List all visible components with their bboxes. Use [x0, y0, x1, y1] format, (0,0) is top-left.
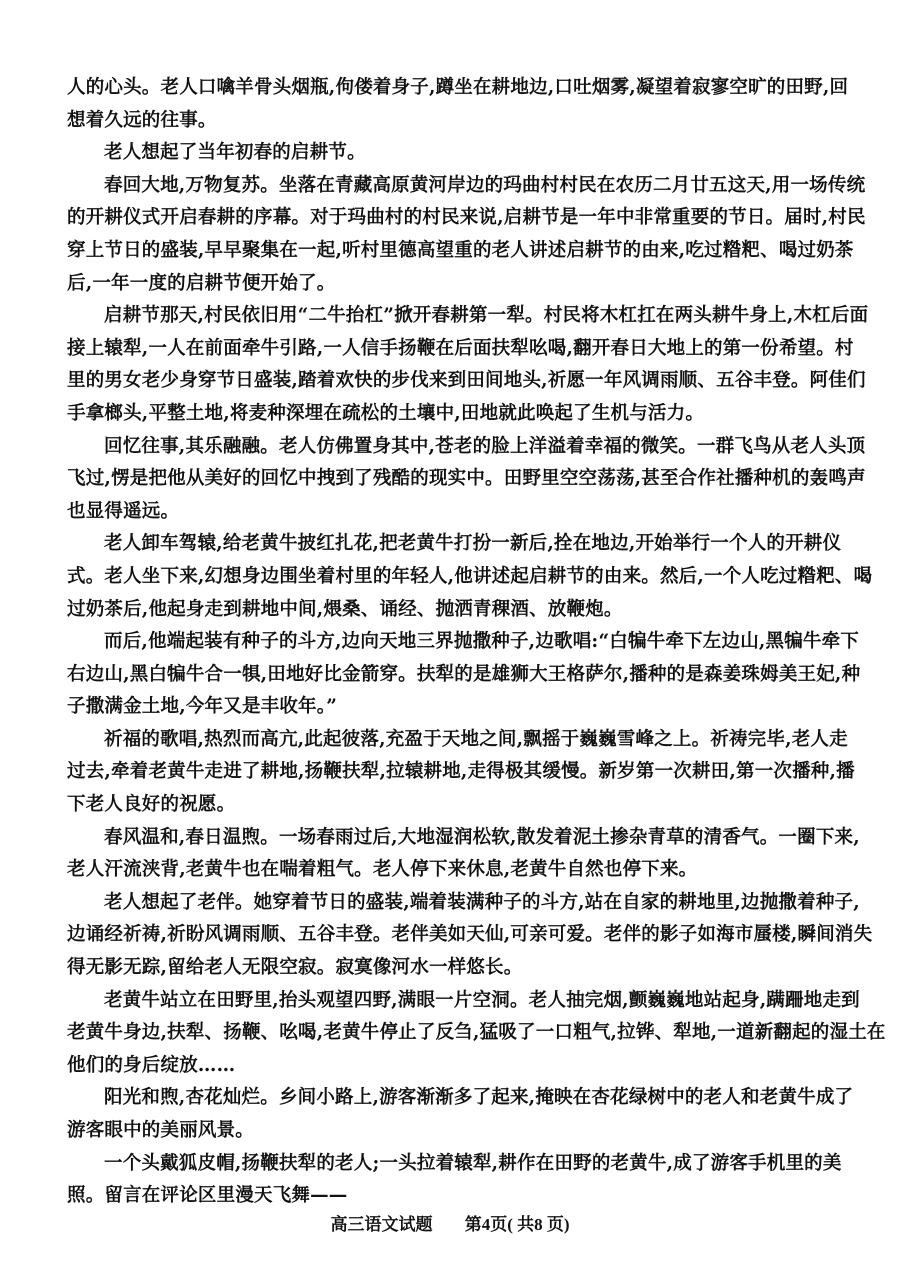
text-line: 下老人良好的祝愿。 — [67, 794, 236, 816]
text-line: 老人想起了老伴。她穿着节日的盛装,端着装满种子的斗方,站在自家的耕地里,边抛撒着种子, — [104, 891, 860, 913]
paragraph — [67, 724, 855, 822]
paragraph — [67, 1148, 842, 1213]
paragraph — [67, 887, 873, 985]
page-footer — [0, 1210, 900, 1235]
paragraph — [67, 626, 861, 724]
text-line: 祈福的歌唱,热烈而高亢,此起彼落,充盈于天地之间,飘摇于巍巍雪峰之上。祈祷完毕,老人走 — [104, 728, 848, 750]
paragraph — [67, 1082, 854, 1147]
article-body — [67, 72, 886, 1213]
text-line: 想着久远的往事。 — [67, 109, 217, 131]
text-line: 他们的身后绽放…… — [67, 1054, 236, 1076]
text-line: 春风温和,春日温煦。一场春雨过后,大地湿润松软,散发着泥土掺杂青草的清香气。一圈下来, — [104, 826, 860, 848]
text-line: 老人想起了当年初春的启耕节。 — [104, 142, 366, 164]
paragraph — [67, 72, 849, 137]
text-line: 也显得遥远。 — [67, 500, 180, 522]
paragraph — [67, 137, 835, 170]
text-line: 老人卸车驾辕,给老黄牛披红扎花,把老黄牛打扮一新后,拴在地边,开始举行一个人的开耕仪 — [104, 533, 842, 555]
text-line: 启耕节那天,村民依旧用“二牛抬杠”掀开春耕第一犁。村民将木杠扛在两头耕牛身上,木杠后面 — [104, 305, 869, 327]
text-line: 过去,牵着老黄牛走进了耕地,扬鞭扶犁,拉辕耕地,走得极其缓慢。新岁第一次耕田,第一次播种,播 — [67, 761, 855, 783]
text-line: 照。留言在评论区里漫天飞舞—— — [67, 1185, 348, 1207]
text-line: 后,一年一度的启耕节便开始了。 — [67, 272, 336, 294]
text-line: 过奶茶后,他起身走到耕地中间,煨桑、诵经、抛洒青稞酒、放鞭炮。 — [67, 598, 623, 620]
text-line: 一个头戴狐皮帽,扬鞭扶犁的老人;一头拉着辕犁,耕作在田野的老黄牛,成了游客手机里的美 — [104, 1152, 842, 1174]
text-line: 人的心头。老人口噙羊骨头烟瓶,佝偻着身子,蹲坐在耕地边,口吐烟雾,凝望着寂寥空旷的田野,回 — [67, 77, 849, 98]
text-line: 式。老人坐下来,幻想身边围坐着村里的年轻人,他讲述起启耕节的由来。然后,一个人吃过糌粑、喝 — [67, 565, 873, 587]
text-line: 回忆往事,其乐融融。老人仿佛置身其中,苍老的脸上洋溢着幸福的微笑。一群飞鸟从老人头顶 — [104, 435, 866, 457]
exam-subject: 高三语文试题 — [330, 1215, 433, 1234]
text-line: 得无影无踪,留给老人无限空寂。寂寞像河水一样悠长。 — [67, 957, 523, 979]
paragraph — [67, 431, 866, 529]
text-line: 手拿榔头,平整土地,将麦种深埋在疏松的土壤中,田地就此唤起了生机与活力。 — [67, 402, 705, 424]
text-line: 右边山,黑白犏牛合一犋,田地好比金箭穿。扶犁的是雄狮大王格萨尔,播种的是森姜珠姆美王妃,种 — [67, 663, 861, 685]
text-line: 穿上节日的盛装,早早聚集在一起,听村里德高望重的老人讲述启耕节的由来,吃过糌粑、喝过奶茶 — [67, 239, 854, 261]
paragraph — [67, 822, 860, 887]
page-number: 第4页( 共8 页) — [464, 1215, 570, 1234]
text-line: 子撒满金土地,今年又是丰收年。” — [67, 696, 338, 718]
text-line: 春回大地,万物复苏。坐落在青藏高原黄河岸边的玛曲村村民在农历二月廿五这天,用一场传统 — [104, 174, 866, 196]
text-line: 游客眼中的美丽风景。 — [67, 1120, 255, 1141]
text-line: 飞过,愣是把他从美好的回忆中拽到了残酷的现实中。田野里空空荡荡,甚至合作社播种机的轰鸣声 — [67, 468, 866, 490]
text-line: 的开耕仪式开启春耕的序幕。对于玛曲村的村民来说,启耕节是一年中非常重要的节日。届时,村民 — [67, 207, 866, 229]
text-line: 阳光和煦,杏花灿烂。乡间小路上,游客渐渐多了起来,掩映在杏花绿树中的老人和老黄牛成了 — [104, 1087, 854, 1109]
text-line: 而后,他端起装有种子的斗方,边向天地三界抛撒种子,边歌唱:“白犏牛牵下左边山,黑犏牛牵下 — [104, 631, 860, 653]
paragraph — [67, 528, 873, 626]
paragraph — [67, 170, 866, 300]
text-line: 老人汗流浃背,老黄牛也在喘着粗气。老人停下来休息,老黄牛自然也停下来。 — [67, 859, 698, 881]
paragraph — [67, 300, 869, 430]
text-line: 接上辕犁,一人在前面牵牛引路,一人信手扬鞭在后面扶犁吆喝,翻开春日大地上的第一份希望。村 — [67, 337, 854, 359]
paragraph — [67, 985, 886, 1083]
text-line: 边诵经祈祷,祈盼风调雨顺、五谷丰登。老伴美如天仙,可亲可爱。老伴的影子如海市蜃楼,瞬间消失 — [67, 924, 873, 946]
text-line: 里的男女老少身穿节日盛装,踏着欢快的步伐来到田间地头,祈愿一年风调雨顺、五谷丰登。阿佳们 — [67, 370, 866, 392]
text-line: 老黄牛站立在田野里,抬头观望四野,满眼一片空洞。老人抽完烟,颤巍巍地站起身,蹒跚地走到 — [104, 989, 860, 1011]
text-line: 老黄牛身边,扶犁、扬鞭、吆喝,老黄牛停止了反刍,猛吸了一口粗气,拉铧、犁地,一道新翻起的湿土在 — [67, 1022, 886, 1044]
